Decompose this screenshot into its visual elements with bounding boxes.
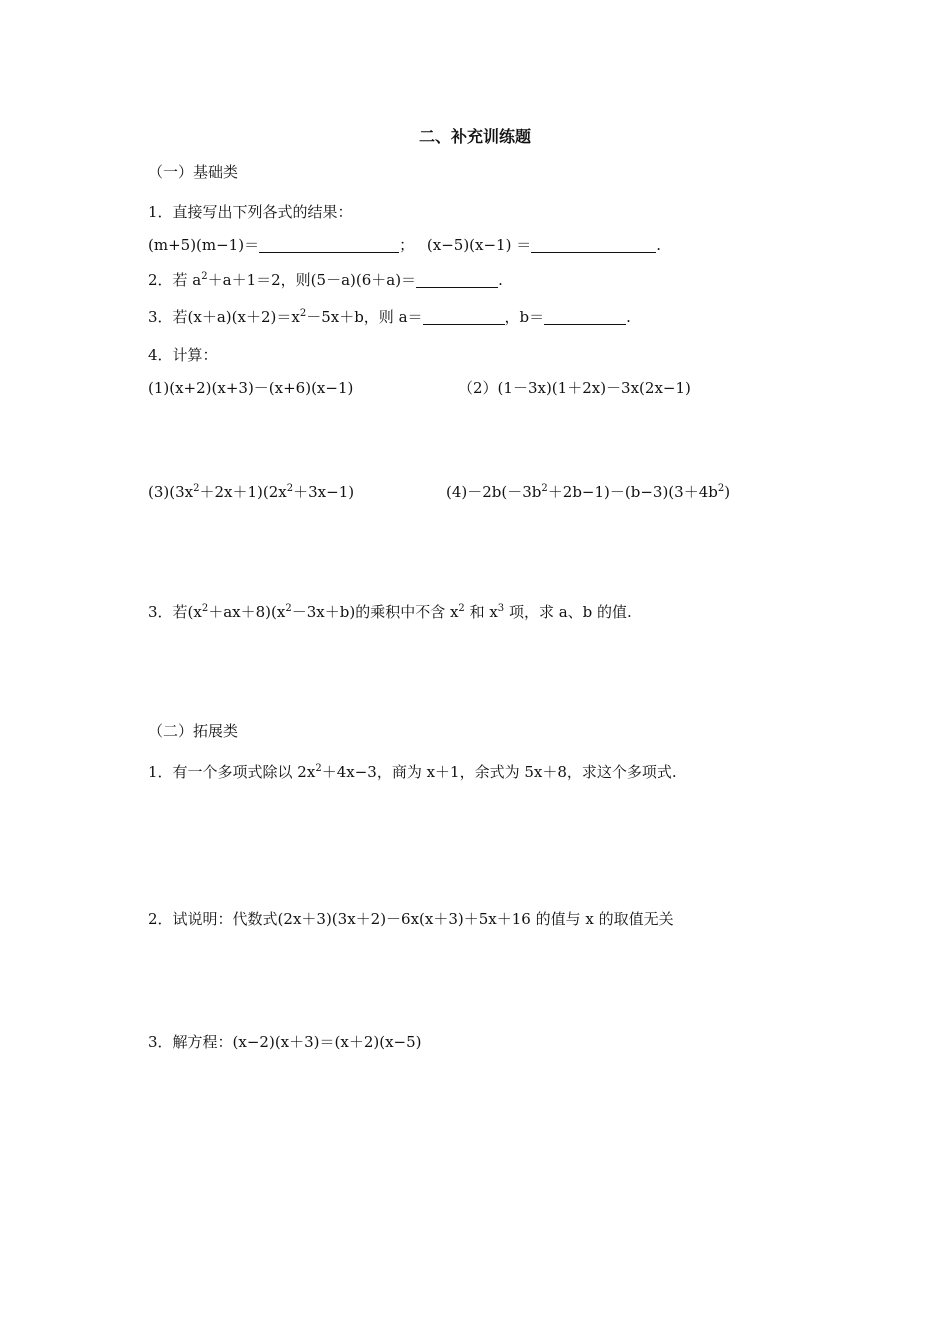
- question-4-part-1: (1)(x+2)(x+3)－(x+6)(x−1): [148, 379, 354, 397]
- q3-text-mid: －5x＋b，则 a＝: [306, 308, 423, 326]
- p4-text-b: ＋2b−1)－(b−3)(3＋4b: [547, 483, 718, 501]
- superscript: 2: [717, 483, 725, 494]
- q2-text-pre: 2．若 a: [148, 271, 202, 289]
- superscript: 3: [497, 603, 505, 614]
- q5-text-a: 3．若(x: [148, 603, 202, 621]
- superscript: 2: [201, 603, 209, 614]
- end-period: .: [626, 308, 631, 326]
- answer-blank-a-value[interactable]: [423, 310, 505, 325]
- p4-text-a: (4)－2b(－3b: [446, 483, 542, 501]
- superscript: 2: [315, 763, 322, 774]
- separator: ；: [399, 236, 415, 254]
- q5-text-e: 项，求 a、b 的值.: [504, 603, 632, 621]
- end-period: .: [656, 236, 661, 254]
- section-extension-heading: （二）拓展类: [148, 722, 239, 740]
- question-5: [148, 602, 632, 622]
- q2-text-post: ＋a＋1＝2，则(5－a)(6＋a)＝: [207, 271, 417, 289]
- extension-question-3: 3．解方程：(x−2)(x＋3)＝(x＋2)(x−5): [148, 1033, 422, 1051]
- superscript: 2: [286, 483, 294, 494]
- p3-text-a: (3)(3x: [148, 483, 194, 501]
- superscript: 2: [201, 271, 208, 282]
- section-basic-heading: （一）基础类: [148, 163, 239, 181]
- question-1-expressions: [148, 235, 661, 255]
- answer-blank-b-value[interactable]: [544, 310, 626, 325]
- expr-a: (m+5)(m−1)＝: [148, 236, 260, 254]
- answer-blank-a[interactable]: [259, 238, 399, 253]
- superscript: 2: [541, 483, 548, 494]
- q5-text-b: ＋ax＋8)(x: [208, 603, 286, 621]
- expr-b: (x−5)(x−1) ＝: [426, 236, 532, 254]
- q5-text-d: 和 x: [464, 603, 498, 621]
- superscript: 2: [458, 603, 465, 614]
- question-4-part-3: [148, 482, 354, 502]
- extension-question-2: 2．试说明：代数式(2x＋3)(3x＋2)－6x(x＋3)＋5x＋16 的值与 x 的取值无关: [148, 910, 674, 928]
- ext-q1-text-a: 1．有一个多项式除以 2x: [148, 763, 316, 781]
- question-2: [148, 270, 503, 290]
- superscript: 2: [285, 603, 292, 614]
- ext-q1-text-b: ＋4x−3，商为 x＋1，余式为 5x＋8，求这个多项式.: [321, 763, 677, 781]
- question-4-part-2: （2）(1－3x)(1＋2x)－3x(2x−1): [458, 379, 691, 397]
- q5-text-c: －3x＋b)的乘积中不含 x: [291, 603, 459, 621]
- answer-blank-b[interactable]: [531, 238, 656, 253]
- question-1-prompt: 1．直接写出下列各式的结果：: [148, 203, 353, 221]
- q3-text-pre: 3．若(x＋a)(x＋2)＝x: [148, 308, 300, 326]
- p4-text-c: ): [724, 483, 731, 501]
- question-3: [148, 307, 631, 327]
- page-title: 二、补充训练题: [418, 127, 531, 146]
- superscript: 2: [193, 483, 200, 494]
- question-4-part-4: [446, 482, 730, 502]
- extension-question-1: [148, 762, 677, 782]
- p3-text-c: ＋3x−1): [293, 483, 355, 501]
- end-period: .: [498, 271, 503, 289]
- p3-text-b: ＋2x＋1)(2x: [199, 483, 287, 501]
- answer-blank-q2[interactable]: [416, 273, 498, 288]
- q3-separator: ，b＝: [504, 308, 545, 326]
- question-4-prompt: 4．计算：: [148, 346, 218, 364]
- superscript: 2: [299, 308, 307, 319]
